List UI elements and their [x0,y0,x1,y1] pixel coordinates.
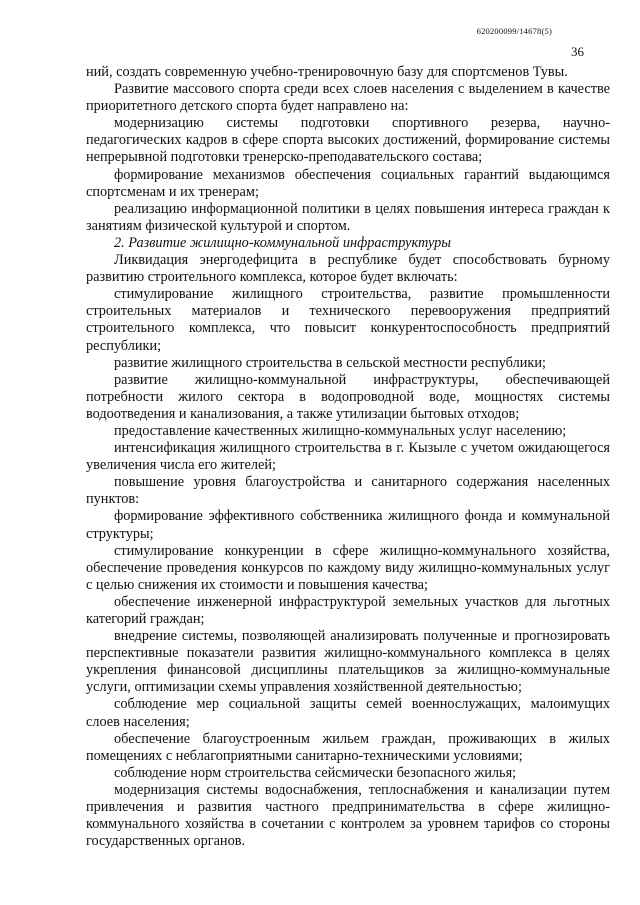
paragraph-continuation: ний, создать современную учебно-тренировочную базу для спортсменов Тувы. [86,64,568,80]
list-item: стимулирование жилищного строительства, развитие промышленности строительных материалов и технического перевооружения предприятий строительного комплекса, что повысит конкурентоспособность предприятий республики; [86,286,610,354]
list-item: развитие жилищно-коммунальной инфраструктуры, обеспечивающей потребности жилого сектора в водопроводной воде, мощностях системы водоотведения и канализования, а также утилизации бытовых отходов; [86,371,610,422]
list-item: формирование механизмов обеспечения социальных гарантий выдающимся спортсменам и их тренерам; [86,166,610,200]
list-item: повышение уровня благоустройства и санитарного содержания населенных пунктов: [86,474,610,508]
list-item: соблюдение мер социальной защиты семей военнослужащих, малоимущих слоев населения; [86,696,610,730]
page-number: 36 [571,44,584,59]
document-number: 620200099/14678(5) [476,26,552,36]
list-item: развитие жилищного строительства в сельской местности республики; [114,354,546,371]
list-item: обеспечение благоустроенным жильем граждан, проживающих в жилых помещениях с неблагоприятными санитарно-техническими условиями; [86,730,610,764]
list-item: реализацию информационной политики в целях повышения интереса граждан к занятиям физической культурой и спортом. [86,200,610,234]
list-item: модернизация системы водоснабжения, теплоснабжения и канализации путем привлечения и развития частного предпринимательства в сфере жилищно-коммунального хозяйства в сочетании с контролем за уровнем тарифов со стороны государственных органов. [86,781,610,850]
document-body [86,64,610,850]
list-item: предоставление качественных жилищно-коммунальных услуг населению; [114,422,567,439]
list-item: стимулирование конкуренции в сфере жилищно-коммунального хозяйства, обеспечение проведения конкурсов по каждому виду жилищно-коммунальных услуг с целью снижения их стоимости и повышения качества; [86,542,610,593]
paragraph: Ликвидация энергодефицита в республике будет способствовать бурному развитию строительного комплекса, которое будет включать: [86,252,610,286]
list-item: формирование эффективного собственника жилищного фонда и коммунальной структуры; [86,508,610,542]
section-heading: 2. Развитие жилищно-коммунальной инфраструктуры [114,234,451,251]
list-item: внедрение системы, позволяющей анализировать полученные и прогнозировать перспективные показатели развития жилищно-коммунального комплекса в целях укрепления финансовой дисциплины плательщиков за жилищно-коммунальные услуги, оптимизации схемы управления хозяйственной деятельностью; [86,628,610,696]
list-item: соблюдение норм строительства сейсмически безопасного жилья; [114,764,517,781]
list-item: интенсификация жилищного строительства в г. Кызыле с учетом ожидающегося увеличения числа его жителей; [86,440,610,474]
list-item: обеспечение инженерной инфраструктурой земельных участков для льготных категорий граждан; [86,593,610,627]
list-item: модернизацию системы подготовки спортивного резерва, научно-педагогических кадров в сфере спорта высоких достижений, формирование системы непрерывной подготовки тренерско-преподавательского состава; [86,115,610,166]
paragraph: Развитие массового спорта среди всех слоев населения с выделением в качестве приоритетного детского спорта будет направлено на: [86,81,610,115]
